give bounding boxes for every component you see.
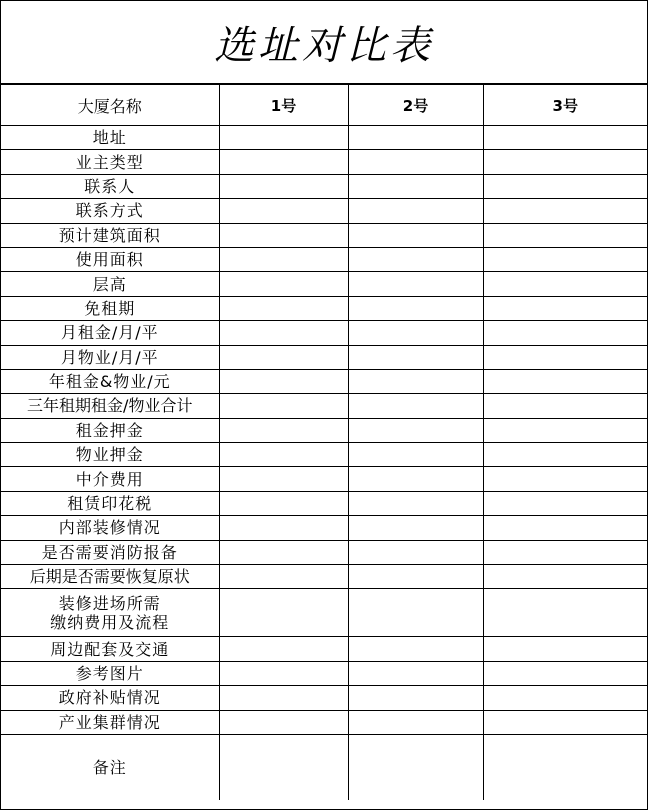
value-cell[interactable] [483, 369, 647, 393]
value-cell[interactable] [219, 710, 348, 734]
value-cell[interactable] [483, 565, 647, 589]
header-row [1, 85, 647, 126]
value-cell[interactable] [219, 418, 348, 442]
value-cell[interactable] [219, 589, 348, 637]
value-cell[interactable] [483, 247, 647, 271]
table-row [1, 443, 647, 467]
value-cell[interactable] [348, 734, 483, 800]
table-row [1, 321, 647, 345]
table-row [1, 394, 647, 418]
row-label: 租金押金 [1, 418, 219, 442]
value-cell[interactable] [483, 443, 647, 467]
value-cell[interactable] [219, 345, 348, 369]
value-cell[interactable] [348, 686, 483, 710]
value-cell[interactable] [483, 467, 647, 491]
row-label: 参考图片 [1, 661, 219, 685]
value-cell[interactable] [219, 637, 348, 661]
value-cell[interactable] [219, 199, 348, 223]
table-row [1, 345, 647, 369]
value-cell[interactable] [348, 491, 483, 515]
value-cell[interactable] [219, 491, 348, 515]
value-cell[interactable] [219, 734, 348, 800]
value-cell[interactable] [348, 540, 483, 564]
row-label: 免租期 [1, 296, 219, 320]
header-building-name: 大厦名称 [1, 85, 219, 126]
value-cell[interactable] [483, 661, 647, 685]
value-cell[interactable] [483, 174, 647, 198]
value-cell[interactable] [483, 516, 647, 540]
table-row [1, 199, 647, 223]
table-row [1, 637, 647, 661]
value-cell[interactable] [483, 491, 647, 515]
value-cell[interactable] [348, 247, 483, 271]
row-label: 备注 [1, 734, 219, 800]
value-cell[interactable] [219, 321, 348, 345]
row-label: 业主类型 [1, 150, 219, 174]
value-cell[interactable] [348, 345, 483, 369]
table-row [1, 174, 647, 198]
row-label: 三年租期租金/物业合计 [1, 394, 219, 418]
row-label: 产业集群情况 [1, 710, 219, 734]
row-label: 周边配套及交通 [1, 637, 219, 661]
table-row [1, 661, 647, 685]
value-cell[interactable] [219, 540, 348, 564]
header-col-1: 1号 [219, 85, 348, 126]
value-cell[interactable] [348, 467, 483, 491]
value-cell[interactable] [219, 223, 348, 247]
value-cell[interactable] [348, 296, 483, 320]
value-cell[interactable] [483, 686, 647, 710]
header-col-3: 3号 [483, 85, 647, 126]
value-cell[interactable] [483, 126, 647, 150]
value-cell[interactable] [348, 199, 483, 223]
value-cell[interactable] [219, 565, 348, 589]
sheet-title: 选址对比表 [1, 1, 647, 84]
value-cell[interactable] [483, 418, 647, 442]
value-cell[interactable] [483, 394, 647, 418]
value-cell[interactable] [348, 223, 483, 247]
row-label: 月物业/月/平 [1, 345, 219, 369]
value-cell[interactable] [348, 589, 483, 637]
row-label: 地址 [1, 126, 219, 150]
value-cell[interactable] [483, 223, 647, 247]
table-row [1, 418, 647, 442]
value-cell[interactable] [483, 272, 647, 296]
row-label: 政府补贴情况 [1, 686, 219, 710]
row-label: 中介费用 [1, 467, 219, 491]
row-label-line: 缴纳费用及流程 [50, 612, 170, 632]
value-cell[interactable] [348, 174, 483, 198]
value-cell[interactable] [348, 272, 483, 296]
value-cell[interactable] [483, 321, 647, 345]
header-col-2: 2号 [348, 85, 483, 126]
value-cell[interactable] [348, 394, 483, 418]
table-row [1, 540, 647, 564]
value-cell[interactable] [348, 126, 483, 150]
value-cell[interactable] [348, 637, 483, 661]
value-cell[interactable] [219, 369, 348, 393]
value-cell[interactable] [348, 443, 483, 467]
table-row [1, 296, 647, 320]
row-label: 使用面积 [1, 247, 219, 271]
table-row [1, 272, 647, 296]
table-row [1, 565, 647, 589]
table-row [1, 150, 647, 174]
value-cell[interactable] [219, 174, 348, 198]
value-cell[interactable] [348, 150, 483, 174]
row-label: 层高 [1, 272, 219, 296]
value-cell[interactable] [219, 467, 348, 491]
row-label [1, 589, 219, 637]
value-cell[interactable] [219, 443, 348, 467]
value-cell[interactable] [348, 565, 483, 589]
row-label-line: 装修进场所需 [58, 593, 161, 613]
table-row [1, 491, 647, 515]
value-cell[interactable] [219, 150, 348, 174]
value-cell[interactable] [219, 247, 348, 271]
value-cell[interactable] [219, 686, 348, 710]
row-label: 年租金&物业/元 [1, 369, 219, 393]
row-label: 是否需要消防报备 [1, 540, 219, 564]
value-cell[interactable] [483, 734, 647, 800]
value-cell[interactable] [483, 637, 647, 661]
row-label: 物业押金 [1, 443, 219, 467]
table-row [1, 369, 647, 393]
table-row [1, 734, 647, 800]
comparison-table [1, 84, 647, 800]
value-cell[interactable] [483, 540, 647, 564]
table-row [1, 516, 647, 540]
value-cell[interactable] [483, 150, 647, 174]
row-label: 联系方式 [1, 199, 219, 223]
table-row [1, 247, 647, 271]
value-cell[interactable] [483, 199, 647, 223]
value-cell[interactable] [219, 272, 348, 296]
value-cell[interactable] [348, 710, 483, 734]
value-cell[interactable] [348, 661, 483, 685]
value-cell[interactable] [483, 589, 647, 637]
value-cell[interactable] [348, 516, 483, 540]
row-label: 预计建筑面积 [1, 223, 219, 247]
table-row [1, 589, 647, 637]
value-cell[interactable] [348, 321, 483, 345]
table-row [1, 126, 647, 150]
row-label: 后期是否需要恢复原状 [1, 565, 219, 589]
table-row [1, 467, 647, 491]
value-cell[interactable] [483, 296, 647, 320]
value-cell[interactable] [483, 345, 647, 369]
value-cell[interactable] [219, 394, 348, 418]
row-label: 租赁印花税 [1, 491, 219, 515]
table-row [1, 710, 647, 734]
row-label: 联系人 [1, 174, 219, 198]
value-cell[interactable] [219, 126, 348, 150]
value-cell[interactable] [348, 369, 483, 393]
table-row [1, 223, 647, 247]
value-cell[interactable] [348, 418, 483, 442]
value-cell[interactable] [219, 661, 348, 685]
table-row [1, 686, 647, 710]
value-cell[interactable] [219, 296, 348, 320]
row-label: 内部装修情况 [1, 516, 219, 540]
row-label: 月租金/月/平 [1, 321, 219, 345]
value-cell[interactable] [483, 710, 647, 734]
value-cell[interactable] [219, 516, 348, 540]
